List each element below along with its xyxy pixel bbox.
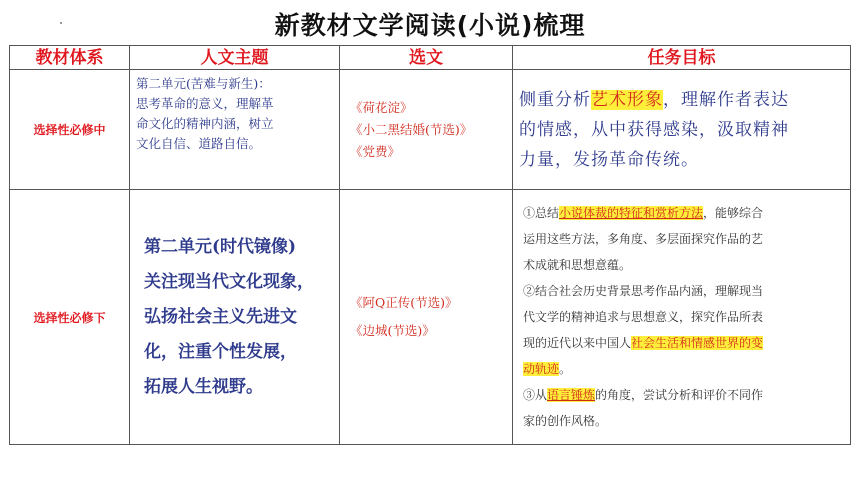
goal-text: 侧重分析 bbox=[519, 89, 591, 110]
works-cell bbox=[340, 70, 513, 190]
goal-text: 现的近代以来中国人 bbox=[523, 336, 632, 350]
header-textbook-system: 教材体系 bbox=[10, 46, 130, 70]
goal-text: 的角度，尝试分析和评价不同作 bbox=[595, 388, 764, 402]
goal-line bbox=[523, 356, 844, 382]
goal-cell bbox=[513, 70, 851, 190]
goal-text: ，理解作者表达 bbox=[663, 89, 789, 110]
table-row bbox=[10, 70, 851, 190]
theme-line: 思考革命的意义，理解革 bbox=[136, 96, 274, 111]
table-row bbox=[10, 190, 851, 445]
goal-text: ①总结 bbox=[523, 206, 560, 220]
goal-text: 。 bbox=[559, 362, 572, 376]
highlight-trajectory: 动轨迹 bbox=[523, 362, 560, 376]
goal-line bbox=[523, 382, 844, 408]
goal-line: 力量，发扬革命传统。 bbox=[519, 149, 699, 170]
goal-line bbox=[523, 200, 844, 226]
goal-line: 代文学的精神追求与思想意义，探究作品所表 bbox=[523, 310, 764, 324]
work-title: 《荷花淀》 bbox=[350, 99, 413, 115]
theme-cell bbox=[130, 190, 340, 445]
theme-line: 弘扬社会主义先进文 bbox=[144, 306, 297, 327]
goal-text: ③从 bbox=[523, 388, 548, 402]
works-cell bbox=[340, 190, 513, 445]
header-humanistic-theme: 人文主题 bbox=[130, 46, 340, 70]
work-title: 《小二黑结婚(节选)》 bbox=[350, 121, 473, 137]
table-header-row bbox=[10, 46, 851, 70]
goal-line bbox=[519, 85, 844, 115]
theme-line: 文化自信、道路自信。 bbox=[136, 136, 262, 151]
row-label: 选择性必修下 bbox=[10, 190, 130, 445]
theme-line: 化，注重个性发展， bbox=[144, 341, 297, 362]
goal-line bbox=[523, 330, 844, 356]
work-title: 《阿Q正传(节选)》 bbox=[350, 295, 458, 310]
theme-line: 命文化的精神内涵，树立 bbox=[136, 116, 274, 131]
goal-line: 术成就和思想意蕴。 bbox=[523, 258, 632, 272]
highlight-genre-methods: 小说体裁的特征和赏析方法 bbox=[559, 206, 704, 220]
header-selected-works: 选文 bbox=[340, 46, 513, 70]
theme-cell bbox=[130, 70, 340, 190]
highlight-social-life: 社会生活和情感世界的变 bbox=[631, 336, 764, 350]
row-label: 选择性必修中 bbox=[10, 70, 130, 190]
highlight-language: 语言锤炼 bbox=[547, 388, 596, 402]
header-task-goal: 任务目标 bbox=[513, 46, 851, 70]
work-title: 《党费》 bbox=[350, 143, 401, 159]
goal-cell bbox=[513, 190, 851, 445]
theme-line: 拓展人生视野。 bbox=[144, 376, 263, 397]
goal-text: ，能够综合 bbox=[703, 206, 764, 220]
theme-line: 第二单元(时代镜像) bbox=[144, 236, 297, 257]
goal-line: ②结合社会历史背景思考作品内涵，理解现当 bbox=[523, 284, 764, 298]
goal-line: 运用这些方法，多角度、多层面探究作品的艺 bbox=[523, 232, 764, 246]
literature-table bbox=[9, 45, 851, 445]
work-title: 《边城(节选)》 bbox=[350, 323, 435, 338]
theme-line: 第二单元(苦难与新生)： bbox=[136, 76, 271, 91]
theme-line: 关注现当代文化现象， bbox=[144, 271, 314, 292]
goal-line: 的情感，从中获得感染，汲取精神 bbox=[519, 119, 789, 140]
goal-line: 家的创作风格。 bbox=[523, 414, 608, 428]
highlight-art-image: 艺术形象 bbox=[591, 89, 663, 110]
page-title: 新教材文学阅读(小说)梳理 bbox=[274, 11, 586, 40]
